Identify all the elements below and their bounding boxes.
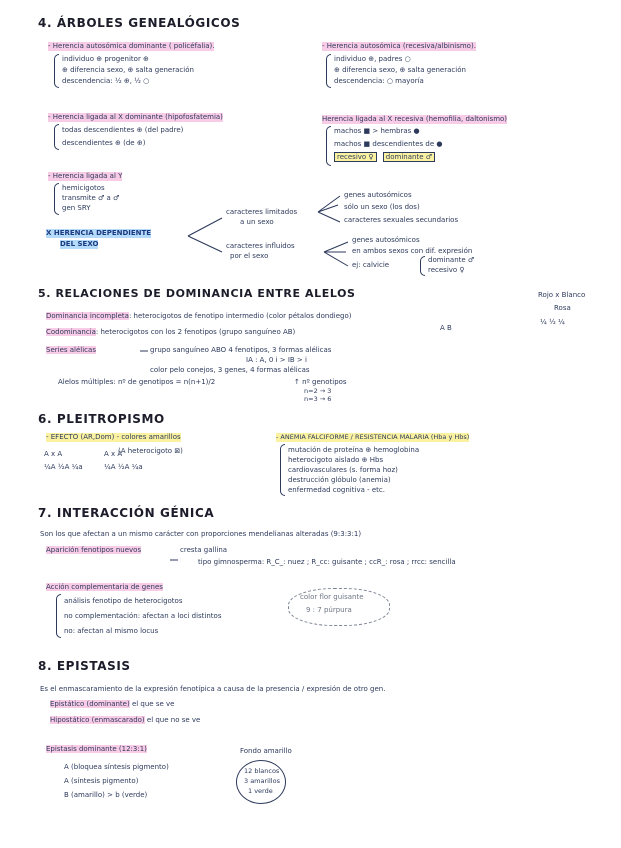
brace <box>326 126 331 166</box>
limited-detail-3: caracteres sexuales secundarios <box>344 216 459 224</box>
hypostatic-term: Hipostático (enmascarado) <box>50 716 145 724</box>
new-phenotypes-term: Aparición fenotipos nuevos <box>46 546 142 554</box>
influenced-dominant: dominante ♂ <box>428 256 475 264</box>
gene-interaction-def: Son los que afectan a un mismo carácter con proporciones mendelianas alteradas (9:3:3:1) <box>40 530 362 538</box>
section-6-title: 6. PLEITROPISMO <box>38 412 165 426</box>
pleiotropy-a-ratio-2: ¼A ½A ¼a <box>104 463 143 471</box>
codominance-def: : heterocigotos con los 2 fenotipos (grupo sanguíneo AB) <box>95 328 296 336</box>
cloud-line-2: 9 : 7 púrpura <box>306 606 352 614</box>
allelic-series-term: Series alélicas <box>46 346 96 354</box>
sex-dependent-label-2: DEL SEXO <box>60 240 99 248</box>
influenced-detail-3: ej: calvicie <box>352 261 390 269</box>
complementary-action-term: Acción complementaria de genes <box>46 583 163 591</box>
brace <box>420 256 425 276</box>
incomplete-dominance <box>46 312 351 321</box>
limited-label-1: caracteres limitados <box>226 208 298 216</box>
xd-line-1: todas descendientes ⊕ (del padre) <box>62 126 184 134</box>
xr-recessive: recesivo ♀ <box>334 152 377 162</box>
xd-line-2: descendientes ⊕ (de ⊕) <box>62 139 146 147</box>
ad-title: - Herencia autosómica dominante ( policéfalia). <box>48 42 215 50</box>
gene-b: B (amarillo) > b (verde) <box>64 791 148 799</box>
section-8-title: 8. EPISTASIS <box>38 659 131 673</box>
pleiotropy-a-note: (A heterocigoto ⊠) <box>118 447 183 455</box>
section-4-title: 4. ÁRBOLES GENEALÓGICOS <box>38 16 241 30</box>
new-phenotypes-example: cresta gallina <box>180 546 228 554</box>
xr-line-2: machos ■ descendientes de ● <box>334 140 443 148</box>
pleiotropy-b-line-1: mutación de proteína ⊕ hemoglobina <box>288 446 420 454</box>
brace <box>56 594 61 638</box>
pleiotropy-b-title: - ANEMIA FALCIFORME / RESISTENCIA MALARIA (Hba y Hbs) <box>276 433 470 441</box>
ad-line-2: ⊕ diferencia sexo, ⊕ salta generación <box>62 66 194 74</box>
pleiotropy-a-ratio: ¼A ½A ¼a <box>44 463 83 471</box>
ar-line-3: descendencia: ○ mayoría <box>334 77 424 85</box>
cloud-line-1: color flor guisante <box>300 593 364 601</box>
complementary-line-1: análisis fenotipo de heterocigotos <box>64 597 183 605</box>
cross-label: Rojo x Blanco <box>538 291 586 299</box>
epistatic <box>50 700 174 709</box>
new-phenotypes <box>46 546 141 555</box>
cross-ratio: ¼ ½ ¼ <box>540 318 565 326</box>
limited-label-2: a un sexo <box>240 218 274 226</box>
limited-detail-1: genes autosómicos <box>344 191 412 199</box>
codominance-note: A B <box>440 324 452 332</box>
dominant-epistasis-term: Epistasis dominante (12:3:1) <box>46 745 147 753</box>
complementary-line-3: no: afectan al mismo locus <box>64 627 159 635</box>
y-line-1: hemicigotos <box>62 184 105 192</box>
new-phenotypes-detail: tipo gimnosperma: R_C_: nuez ; R_cc: guisante ; ccR_: rosa ; rrcc: sencilla <box>198 558 456 566</box>
influenced-label-1: caracteres influidos <box>226 242 295 250</box>
xd-title: - Herencia ligada al X dominante (hipofosfatemia) <box>48 113 223 121</box>
brace <box>280 444 285 496</box>
limited-detail-2: sólo un sexo (los dos) <box>344 203 420 211</box>
codominance <box>46 328 295 337</box>
influenced-label-2: por el sexo <box>230 252 269 260</box>
genotype-count-3: n=3 → 6 <box>304 395 332 403</box>
incomplete-dominance-def: : heterocigotos de fenotipo intermedio (color pétalos dondiego) <box>128 312 352 320</box>
pleiotropy-b-line-2: heterocigoto aislado ⊕ Hbs <box>288 456 384 464</box>
cross-result: Rosa <box>554 304 571 312</box>
allelic-series-line-3: color pelo conejos, 3 genes, 4 formas alélicas <box>150 366 310 374</box>
ar-line-1: individuo ⊕, padres ○ <box>334 55 411 63</box>
hypostatic <box>50 716 200 725</box>
allelic-series-line-1: grupo sanguíneo ABO 4 fenotipos, 3 formas alélicas <box>150 346 332 354</box>
genotype-count-2: n=2 → 3 <box>304 387 332 395</box>
influenced-detail-2: en ambos sexos con dif. expresión <box>352 247 473 255</box>
allelic-series-line-2: IA : A, 0 i > IB > i <box>246 356 307 364</box>
dominant-epistasis <box>46 745 147 754</box>
genotype-count-label: ↑ nº genotipos <box>294 378 347 386</box>
y-line-2: transmite ♂ a ♂ <box>62 194 120 202</box>
ad-line-1: individuo ⊕ progenitor ⊕ <box>62 55 149 63</box>
allelic-series <box>46 346 96 355</box>
brace <box>54 183 59 215</box>
dominant-epistasis-note: Fondo amarillo <box>240 747 292 755</box>
epistatic-term: Epistático (dominante) <box>50 700 130 708</box>
epistasis-def: Es el enmascaramiento de la expresión fenotípica a causa de la presencia / expresión de otro gen. <box>40 685 386 693</box>
gene-a-blocks: A (bloquea síntesis pigmento) <box>64 763 169 771</box>
hypostatic-def: el que no se ve <box>146 716 201 724</box>
brace <box>54 54 59 88</box>
section-5-title: 5. RELACIONES DE DOMINANCIA ENTRE ALELOS <box>38 287 356 300</box>
pleiotropy-b-line-3: cardiovasculares (s. forma hoz) <box>288 466 398 474</box>
ratio-white: 12 blancos <box>244 767 280 775</box>
incomplete-dominance-term: Dominancia incompleta <box>46 312 129 320</box>
xr-line-3 <box>334 153 435 162</box>
ad-line-3: descendencia: ½ ⊕, ½ ○ <box>62 77 150 85</box>
pleiotropy-a-cross: A x A <box>44 450 63 458</box>
gene-a-synth: A (síntesis pigmento) <box>64 777 139 785</box>
epistatic-def: el que se ve <box>131 700 175 708</box>
pleiotropy-a-cross-2: A x A <box>104 450 123 458</box>
ratio-green: 1 verde <box>248 787 273 795</box>
pleiotropy-b-line-4: destrucción glóbulo (anemia) <box>288 476 391 484</box>
sex-dependent-label-1: X HERENCIA DEPENDIENTE <box>46 229 152 237</box>
influenced-detail-1: genes autosómicos <box>352 236 420 244</box>
xr-title: Herencia ligada al X recesiva (hemofilia, daltonismo) <box>322 115 508 123</box>
complementary-line-2: no complementación: afectan a loci distintos <box>64 612 222 620</box>
y-title: - Herencia ligada al Y <box>48 172 123 180</box>
brace <box>54 124 59 150</box>
xr-dominant: dominante ♂ <box>383 152 435 162</box>
multiple-alleles: Alelos múltiples: nº de genotipos = n(n+1)/2 <box>58 378 216 386</box>
pleiotropy-b-line-5: enfermedad cognitiva - etc. <box>288 486 385 494</box>
complementary-action <box>46 583 163 592</box>
y-line-3: gen SRY <box>62 204 91 212</box>
ratio-yellow: 3 amarillos <box>244 777 280 785</box>
ar-title: - Herencia autosómica (recesiva/albinismo). <box>322 42 476 50</box>
pleiotropy-a-title: - EFECTO (AR,Dom) - colores amarillos <box>46 433 181 441</box>
codominance-term: Codominancia <box>46 328 96 336</box>
xr-line-1: machos ■ > hembras ● <box>334 127 420 135</box>
section-7-title: 7. INTERACCIÓN GÉNICA <box>38 506 215 520</box>
brace <box>326 54 331 88</box>
influenced-recessive: recesivo ♀ <box>428 266 465 274</box>
ar-line-2: ⊕ diferencia sexo, ⊕ salta generación <box>334 66 466 74</box>
